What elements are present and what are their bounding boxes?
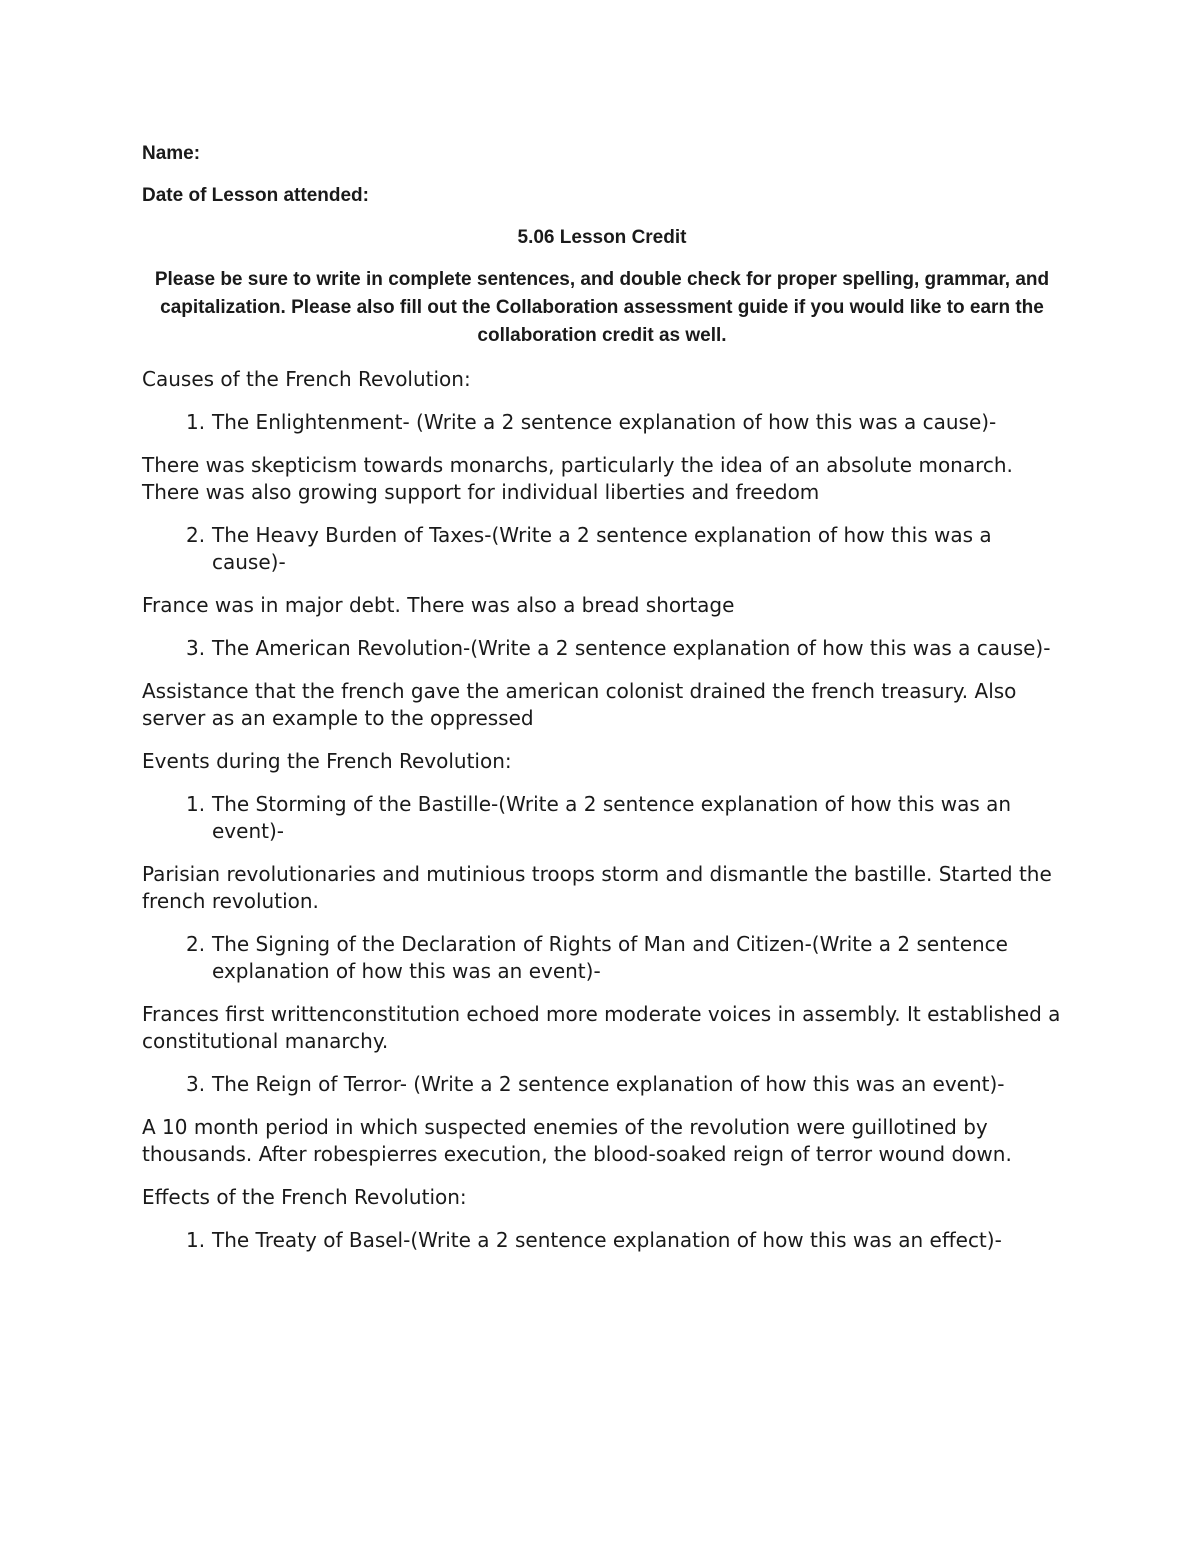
- document-page: [142, 140, 1062, 1270]
- name-label: Name:: [142, 143, 201, 164]
- answer-text: There was skepticism towards monarchs, particularly the idea of an absolute monarch. There was also growing support for individual liberties and freedom: [142, 453, 1013, 504]
- item-number: 1.: [186, 792, 206, 816]
- item-number: 2.: [186, 523, 206, 547]
- section-heading-causes: Causes of the French Revolution:: [142, 367, 471, 391]
- item-prompt: The Reign of Terror- (Write a 2 sentence explanation of how this was an event)-: [212, 1072, 1005, 1096]
- item-number: 3.: [186, 636, 206, 660]
- answer-text: A 10 month period in which suspected enemies of the revolution were guillotined by thousands. After robespierres execution, the blood-soaked reign of terror wound down.: [142, 1115, 1012, 1166]
- document-title: 5.06 Lesson Credit: [517, 227, 687, 248]
- item-prompt: The Heavy Burden of Taxes-(Write a 2 sentence explanation of how this was a cause)-: [212, 523, 992, 574]
- item-number: 3.: [186, 1072, 206, 1096]
- section-heading-effects: Effects of the French Revolution:: [142, 1185, 467, 1209]
- item-number: 2.: [186, 932, 206, 956]
- item-prompt: The Enlightenment- (Write a 2 sentence explanation of how this was a cause)-: [212, 410, 997, 434]
- item-prompt: The Signing of the Declaration of Rights of Man and Citizen-(Write a 2 sentence explanation of how this was an event)-: [212, 932, 1008, 983]
- section-heading-events: Events during the French Revolution:: [142, 749, 512, 773]
- list-item: [142, 409, 1062, 436]
- answer-text: Assistance that the french gave the american colonist drained the french treasury. Also server as an example to the oppressed: [142, 679, 1017, 730]
- list-item: [142, 1227, 1062, 1254]
- list-item: [142, 522, 1062, 576]
- item-prompt: The Storming of the Bastille-(Write a 2 sentence explanation of how this was an event)-: [212, 792, 1012, 843]
- item-prompt: The American Revolution-(Write a 2 sentence explanation of how this was a cause)-: [212, 636, 1051, 660]
- list-item: [142, 791, 1062, 845]
- list-item: [142, 1071, 1062, 1098]
- item-prompt: The Treaty of Basel-(Write a 2 sentence explanation of how this was an effect)-: [212, 1228, 1002, 1252]
- answer-text: France was in major debt. There was also a bread shortage: [142, 593, 735, 617]
- answer-text: Parisian revolutionaries and mutinious troops storm and dismantle the bastille. Started the french revolution.: [142, 862, 1052, 913]
- answer-text: Frances first writtenconstitution echoed more moderate voices in assembly. It established a constitutional manarchy.: [142, 1002, 1061, 1053]
- item-number: 1.: [186, 1228, 206, 1252]
- instructions: Please be sure to write in complete sentences, and double check for proper spelling, grammar, and capitalization. Please also fill out the Collaboration assessment guide if you would like to earn the collaboration credit as well.: [154, 269, 1050, 346]
- list-item: [142, 635, 1062, 662]
- list-item: [142, 931, 1062, 985]
- item-number: 1.: [186, 410, 206, 434]
- date-label: Date of Lesson attended:: [142, 185, 369, 206]
